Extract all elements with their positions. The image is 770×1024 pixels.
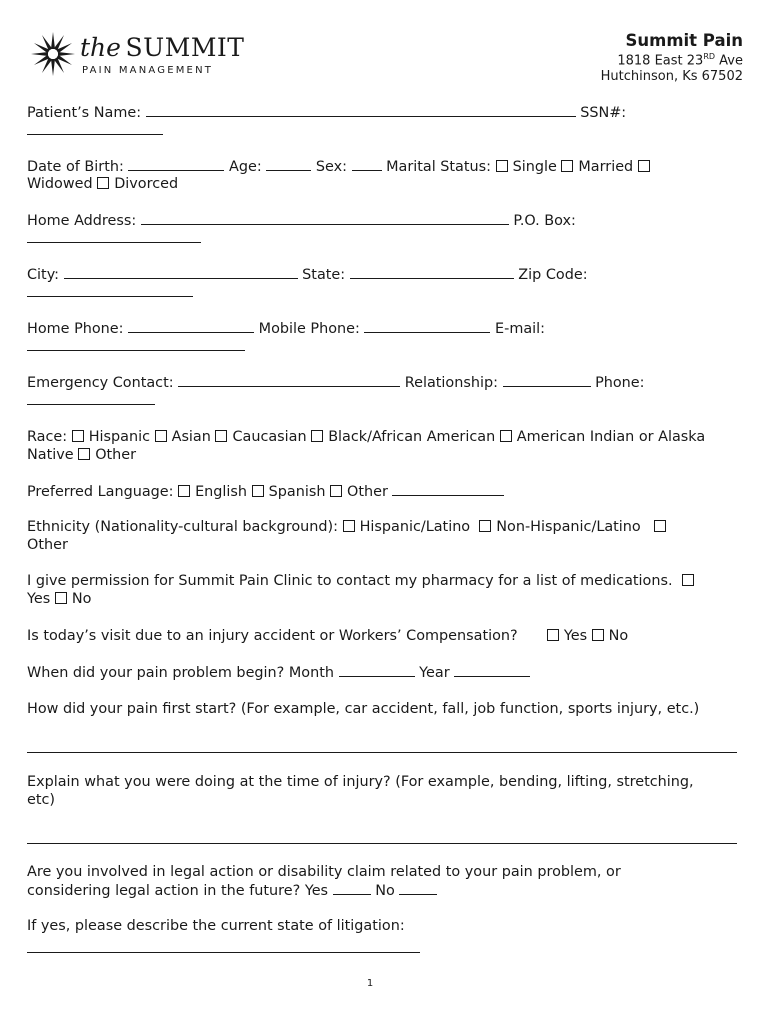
race-row (27, 429, 705, 446)
race-other-checkbox[interactable] (78, 448, 90, 460)
emergency-contact-field[interactable] (178, 374, 400, 387)
legal-row (27, 882, 437, 900)
pain-begin-row (27, 664, 530, 682)
widowed-checkbox[interactable] (638, 160, 650, 172)
legal-no-field[interactable] (399, 882, 437, 895)
address-row (27, 212, 576, 230)
emergency-contact-label: Emergency Contact: (27, 375, 174, 391)
asian-label: Asian (171, 429, 211, 445)
pain-start-answer-line[interactable] (27, 752, 737, 753)
explain-question-line2: etc) (27, 792, 56, 808)
pain-start-question: How did your pain first start? (For example, car accident, fall, job function, sports injury, etc.) (27, 701, 700, 717)
year-field[interactable] (454, 664, 530, 677)
spanish-label: Spanish (268, 484, 326, 500)
city-label: City: (27, 267, 60, 283)
permission-no-checkbox[interactable] (55, 592, 67, 604)
home-address-field[interactable] (141, 212, 509, 225)
english-label: English (195, 484, 248, 500)
zip-field[interactable] (27, 284, 193, 297)
age-label: Age: (228, 159, 262, 175)
po-box-field[interactable] (27, 230, 201, 243)
married-label: Married (578, 159, 634, 175)
caucasian-label: Caucasian (232, 429, 307, 445)
dob-label: Date of Birth: (27, 159, 124, 175)
marital-status-label: Marital Status: (386, 159, 491, 175)
language-other-label: Other (347, 484, 388, 500)
injury-no-label: No (608, 628, 629, 644)
race-label: Race: (27, 429, 68, 445)
legal-yes-field[interactable] (333, 882, 371, 895)
spanish-checkbox[interactable] (252, 485, 264, 497)
ethnicity-row (27, 519, 671, 536)
sex-label: Sex: (315, 159, 347, 175)
legal-no-label: No (375, 883, 395, 899)
po-box-label: P.O. Box: (513, 213, 576, 229)
eth-other-checkbox[interactable] (654, 520, 666, 532)
injury-row (27, 628, 628, 645)
logo-subtitle: PAIN MANAGEMENT (82, 65, 214, 76)
clinic-city-line: Hutchinson, Ks 67502 (600, 69, 743, 84)
dob-field[interactable] (128, 158, 224, 171)
permission-no-label: No (71, 591, 92, 607)
city-field[interactable] (64, 266, 298, 279)
eth-other-label: Other (27, 537, 68, 553)
permission-yes-label: Yes (27, 591, 51, 607)
native-label: Native (27, 447, 74, 463)
mobile-phone-label: Mobile Phone: (258, 321, 360, 337)
state-field[interactable] (350, 266, 514, 279)
year-label: Year (419, 665, 450, 681)
injury-no-checkbox[interactable] (592, 629, 604, 641)
hispanic-checkbox[interactable] (72, 430, 84, 442)
american-indian-checkbox[interactable] (500, 430, 512, 442)
injury-question: Is today’s visit due to an injury accident or Workers’ Compensation? (27, 628, 518, 644)
language-row (27, 483, 504, 501)
language-other-checkbox[interactable] (330, 485, 342, 497)
eth-hispanic-checkbox[interactable] (343, 520, 355, 532)
email-field[interactable] (27, 338, 245, 351)
relationship-label: Relationship: (404, 375, 498, 391)
permission-text: I give permission for Summit Pain Clinic to contact my pharmacy for a list of medications. (27, 573, 673, 589)
permission-row (27, 573, 699, 590)
emergency-phone-field[interactable] (27, 392, 155, 405)
divorced-label: Divorced (114, 176, 179, 192)
home-address-label: Home Address: (27, 213, 137, 229)
relationship-field[interactable] (503, 374, 591, 387)
logo-word-summit: SUMMIT (125, 33, 245, 62)
english-checkbox[interactable] (178, 485, 190, 497)
black-checkbox[interactable] (311, 430, 323, 442)
city-row (27, 266, 588, 284)
married-checkbox[interactable] (561, 160, 573, 172)
patient-name-field[interactable] (146, 104, 576, 117)
american-indian-label: American Indian or Alaska (516, 429, 706, 445)
permission-yes-checkbox[interactable] (682, 574, 694, 586)
state-label: State: (302, 267, 346, 283)
injury-yes-label: Yes (563, 628, 588, 644)
explain-answer-line[interactable] (27, 843, 737, 844)
ssn-field[interactable] (27, 122, 163, 135)
sunburst-logo-icon (30, 31, 76, 77)
preferred-language-label: Preferred Language: (27, 484, 174, 500)
asian-checkbox[interactable] (155, 430, 167, 442)
single-checkbox[interactable] (496, 160, 508, 172)
patient-name-label: Patient’s Name: (27, 105, 142, 121)
litigation-answer-line[interactable] (27, 952, 420, 953)
litigation-question: If yes, please describe the current state of litigation: (27, 918, 405, 934)
legal-question-line1: Are you involved in legal action or disability claim related to your pain problem, or (27, 864, 621, 880)
ssn-label: SSN#: (580, 105, 627, 121)
logo-word-the: the (80, 33, 121, 62)
mobile-phone-field[interactable] (364, 320, 490, 333)
summit-logo (30, 31, 245, 81)
divorced-checkbox[interactable] (97, 177, 109, 189)
pain-begin-label: When did your pain problem begin? Month (27, 665, 334, 681)
home-phone-label: Home Phone: (27, 321, 124, 337)
page-number: 1 (366, 978, 374, 989)
language-other-field[interactable] (392, 483, 504, 496)
eth-hispanic-label: Hispanic/Latino (359, 519, 471, 535)
single-label: Single (512, 159, 557, 175)
month-field[interactable] (339, 664, 415, 677)
ethnicity-label: Ethnicity (Nationality-cultural background): (27, 519, 338, 535)
explain-question-line1: Explain what you were doing at the time of injury? (For example, bending, lifting, stretching, (27, 774, 694, 790)
email-label: E-mail: (495, 321, 545, 337)
sex-field[interactable] (352, 158, 382, 171)
emergency-row (27, 374, 645, 392)
patient-name-row (27, 104, 626, 122)
hispanic-label: Hispanic (88, 429, 151, 445)
caucasian-checkbox[interactable] (215, 430, 227, 442)
dob-row (27, 158, 655, 176)
eth-non-hispanic-checkbox[interactable] (479, 520, 491, 532)
phone-label: Phone: (595, 375, 645, 391)
age-field[interactable] (266, 158, 311, 171)
eth-non-hispanic-label: Non-Hispanic/Latino (496, 519, 641, 535)
black-label: Black/African American (328, 429, 496, 445)
zip-label: Zip Code: (518, 267, 588, 283)
clinic-street: 1818 East 23RD Ave (617, 52, 743, 69)
phone-row (27, 320, 545, 338)
clinic-name: Summit Pain (625, 31, 743, 50)
race-other-label: Other (95, 447, 137, 463)
injury-yes-checkbox[interactable] (547, 629, 559, 641)
widowed-label: Widowed (27, 176, 93, 192)
home-phone-field[interactable] (128, 320, 254, 333)
legal-question-line2: considering legal action in the future? Yes (27, 883, 329, 899)
